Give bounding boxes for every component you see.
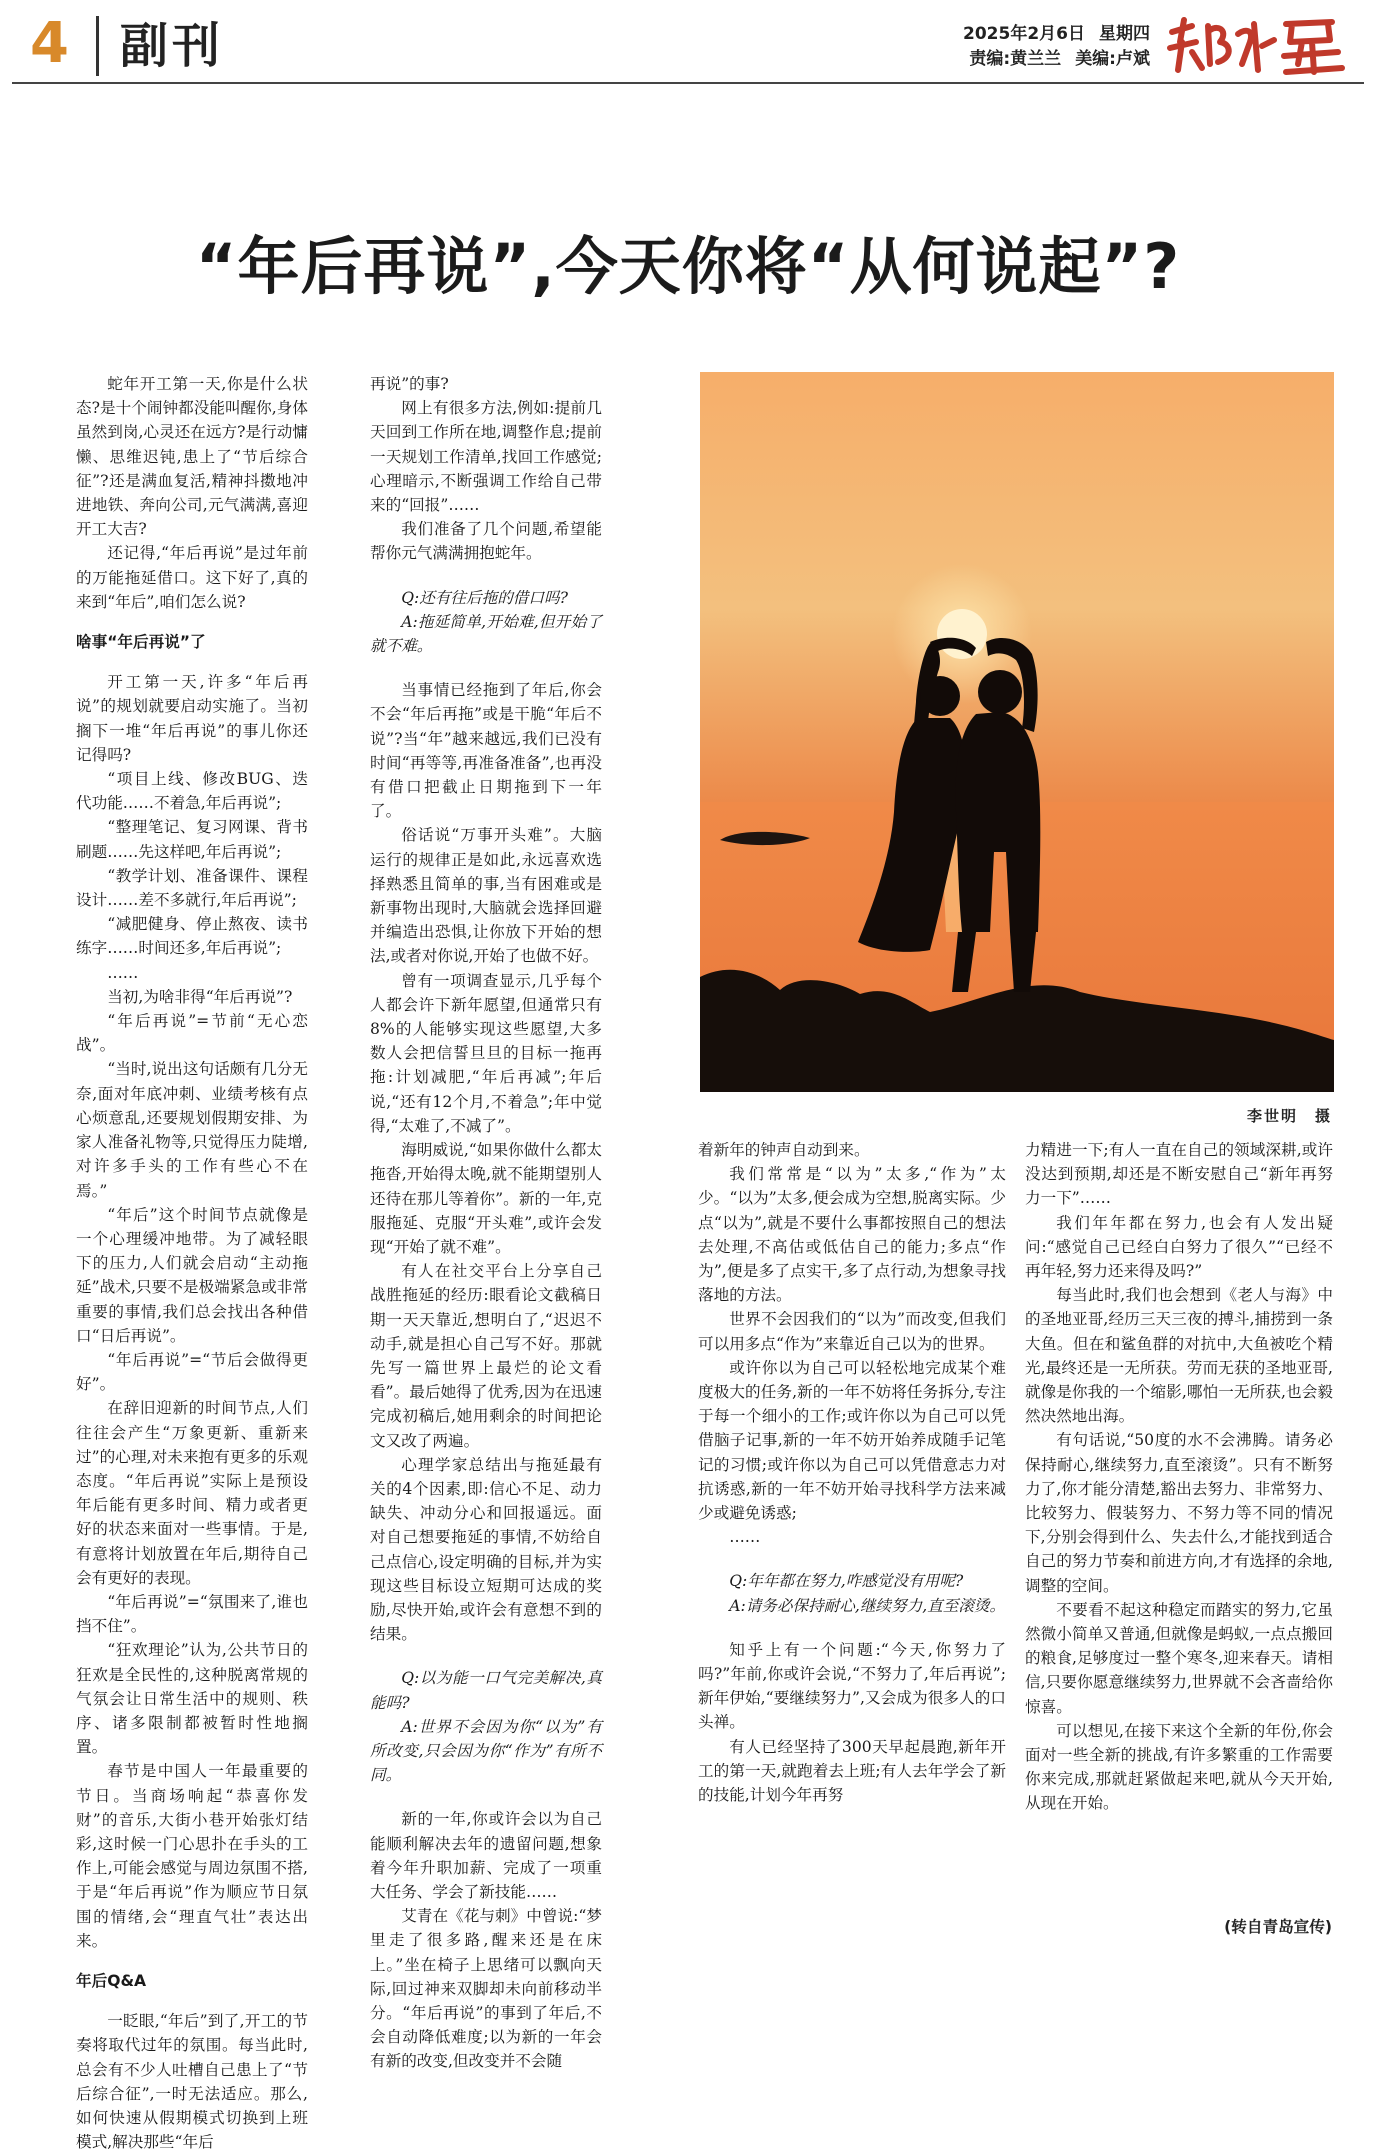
page-number: 4 bbox=[30, 11, 69, 76]
paragraph: …… bbox=[729, 1528, 761, 1547]
paragraph: “当时,说出这句话颇有几分无奈,面对年底冲刺、业绩考核有点心烦意乱,还要规划假期安排、为家人准备礼物等,只觉得压力陡增,对许多手头的工作有些心不在焉。” bbox=[76, 1060, 308, 1200]
header-divider bbox=[96, 16, 99, 76]
article-column-3 bbox=[698, 1138, 1006, 1807]
qa-answer: A:请务必保持耐心,继续努力,直至滚烫。 bbox=[729, 1596, 1006, 1615]
subheading: 年后Q&A bbox=[76, 1972, 147, 1990]
paragraph: 海明威说,“如果你做什么都太拖沓,开始得太晚,就不能期望别人还待在那儿等着你”。新的一年,克服拖延、克服“开头难”,或许会发现“开始了就不难”。 bbox=[370, 1141, 602, 1256]
sun bbox=[937, 609, 987, 659]
paragraph: 新的一年,你或许会以为自己能顺利解决去年的遗留问题,想象着今年升职加薪、完成了一项重大任务、学会了新技能…… bbox=[370, 1810, 602, 1901]
subheading: 啥事“年后再说”了 bbox=[76, 633, 206, 652]
paragraph: 我们常常是“以为”太多,“作为”太少。“以为”太多,便会成为空想,脱离实际。少点“以为”,就是不要什么事都按照自己的想法去处理,不高估或低估自己的能力;多点“作为”,便是多了点实干,多了点行动,为想象寻找落地的方法。 bbox=[698, 1165, 1006, 1305]
paragraph: 世界不会因我们的“以为”而改变,但我们可以用多点“作为”来靠近自己以为的世界。 bbox=[698, 1310, 1006, 1353]
paragraph: “减肥健身、停止熬夜、读书练字……时间还多,年后再说”; bbox=[76, 915, 308, 958]
paragraph: 有人在社交平台上分享自己战胜拖延的经历:眼看论文截稿日期一天天靠近,想明白了,“迟迟不动手,就是担心自己写不好。那就先写一篇世界上最烂的论文看看”。最后她得了优秀,因为在迅速完成初稿后,她用剩余的时间把论文又改了两遍。 bbox=[370, 1262, 602, 1450]
paragraph: 知乎上有一个问题:“今天,你努力了吗?”年前,你或许会说,“不努力了,年后再说”;新年伊始,“要继续努力”,又会成为很多人的口头禅。 bbox=[698, 1640, 1006, 1732]
paragraph: 有人已经坚持了300天早起晨跑,新年开工的第一天,就跑着去上班;有人去年学会了新的技能,计划今年再努 bbox=[698, 1737, 1006, 1805]
paragraph: 开工第一天,许多“年后再说”的规划就要启动实施了。当初搁下一堆“年后再说”的事儿你还记得吗? bbox=[76, 673, 308, 764]
article-column-2 bbox=[370, 372, 602, 2074]
paragraph: 一眨眼,“年后”到了,开工的节奏将取代过年的氛围。每当此时,总会有不少人吐槽自己患上了“节后综合征”,一时无法适应。那么,如何快速从假期模式切换到上班模式,解决那些“年后 bbox=[76, 2012, 308, 2152]
paragraph: 有句话说,“50度的水不会沸腾。请务必保持耐心,继续努力,直至滚烫”。只有不断努力了,你才能分清楚,豁出去努力、非常努力、比较努力、假装努力、不努力等不同的情况下,分别会得到什么、失去什么,才能找到适合自己的努力节奏和前进方向,才有选择的余地,调整的空间。 bbox=[1025, 1431, 1333, 1595]
qa-answer: A:世界不会因为你“以为”有所改变,只会因为你“作为”有所不同。 bbox=[370, 1717, 602, 1785]
paragraph: 曾有一项调查显示,几乎每个人都会许下新年愿望,但通常只有8%的人能够实现这些愿望,大多数人会把信誓旦旦的目标一拖再拖:计划减肥,“年后再减”;年后说,“还有12个月,不着急”;年中觉得,“太难了,不减了”。 bbox=[370, 971, 602, 1135]
source-note: (转自青岛宣传) bbox=[1224, 1918, 1332, 1936]
paragraph: 艾青在《花与刺》中曾说:“梦里走了很多路,醒来还是在床上。”坐在椅子上思绪可以飘向天际,回过神来双脚却未向前移动半分。“年后再说”的事到了年后,不会自动降低难度;以为新的一年会有新的改变,但改变并不会随 bbox=[370, 1907, 602, 2071]
paragraph: 蛇年开工第一天,你是什么状态?是十个闹钟都没能叫醒你,身体虽然到岗,心灵还在远方?是行动慵懒、思维迟钝,患上了“节后综合征”?还是满血复活,精神抖擞地冲进地铁、奔向公司,元气满满,喜迎开工大吉? bbox=[76, 375, 308, 539]
newspaper-logo bbox=[1162, 12, 1352, 80]
qa-question: Q:还有往后拖的借口吗? bbox=[401, 588, 568, 607]
paragraph: “年后再说”=“节后会做得更好”。 bbox=[76, 1350, 308, 1394]
page-header bbox=[16, 8, 1360, 80]
paragraph: “教学计划、准备课件、课程设计……差不多就行,年后再说”; bbox=[76, 866, 308, 910]
paragraph: “年后”这个时间节点就像是一个心理缓冲地带。为了减轻眼下的压力,人们就会启动“主动拖延”战术,只要不是极端紧急或非常重要的事情,我们总会找出各种借口“日后再说”。 bbox=[76, 1205, 308, 1345]
paragraph: “项目上线、修改BUG、迭代功能……不着急,年后再说”; bbox=[76, 770, 308, 813]
paragraph: 俗话说“万事开头难”。大脑运行的规律正是如此,永远喜欢选择熟悉且简单的事,当有困难或是新事物出现时,大脑就会选择回避并编造出恐惧,让你放下开始的想法,或者对你说,开始了也做不好。 bbox=[370, 826, 602, 966]
header-rule bbox=[12, 82, 1364, 84]
editor-credit: 责编:黄兰兰 bbox=[969, 49, 1062, 69]
paragraph: 着新年的钟声自动到来。 bbox=[698, 1141, 870, 1159]
paragraph: “年后再说”=节前“无心恋战”。 bbox=[76, 1012, 308, 1055]
article-column-4 bbox=[1025, 1138, 1333, 1816]
designer-credit: 美编:卢斌 bbox=[1075, 49, 1150, 69]
paragraph: 当事情已经拖到了年后,你会不会“年后再拖”或是干脆“年后不说”?当“年”越来越远,我们已没有时间“再等等,再准备准备”,也再没有借口把截止日期拖到下一年了。 bbox=[370, 681, 602, 821]
paragraph: 再说”的事? bbox=[370, 375, 449, 393]
paragraph: “年后再说”=“氛围来了,谁也挡不住”。 bbox=[76, 1592, 308, 1636]
paragraph: 我们年年都在努力,也会有人发出疑问:“感觉自己已经白白努力了很久”“已经不再年轻,努力还来得及吗?” bbox=[1025, 1213, 1333, 1281]
paragraph: 或许你以为自己可以轻松地完成某个难度极大的任务,新的一年不妨将任务拆分,专注于每一个细小的工作;或许你以为自己可以凭借脑子记事,新的一年不妨开始养成随手记笔记的习惯;或许你以为自己可以凭借意志力对抗诱惑,新的一年不妨开始寻找科学方法来减少或避免诱惑; bbox=[698, 1358, 1006, 1523]
issue-weekday: 星期四 bbox=[1099, 24, 1150, 44]
qa-answer: A:拖延简单,开始难,但开始了就不难。 bbox=[370, 612, 602, 656]
paragraph: 我们准备了几个问题,希望能帮你元气满满拥抱蛇年。 bbox=[370, 520, 602, 563]
article-column-1 bbox=[76, 372, 308, 2154]
paragraph: 心理学家总结出与拖延最有关的4个因素,即:信心不足、动力缺失、冲动分心和回报遥远。面对自己想要拖延的事情,不妨给自己点信心,设定明确的目标,并为实现这些目标设立短期可达成的奖励,尽快开始,或许会有意想不到的结果。 bbox=[370, 1455, 602, 1644]
issue-date: 2025年2月6日 bbox=[963, 24, 1085, 44]
paragraph: “狂欢理论”认为,公共节日的狂欢是全民性的,这种脱离常规的气氛会让日常生活中的规则、秩序、诸多限制都被暂时性地搁置。 bbox=[76, 1641, 308, 1757]
paragraph: 网上有很多方法,例如:提前几天回到工作所在地,调整作息;提前一天规划工作清单,找回工作感觉;心理暗示,不断强调工作给自己带来的“回报”…… bbox=[370, 399, 602, 515]
issue-meta bbox=[949, 22, 1150, 72]
qa-question: Q:年年都在努力,咋感觉没有用呢? bbox=[729, 1572, 964, 1591]
paragraph: “整理笔记、复习网课、背书刷题……先这样吧,年后再说”; bbox=[76, 818, 308, 861]
paragraph: 可以想见,在接下来这个全新的年份,你会面对一些全新的挑战,有许多繁重的工作需要你来完成,那就赶紧做起来吧,就从今天开始,从现在开始。 bbox=[1025, 1721, 1333, 1813]
paragraph: 力精进一下;有人一直在自己的领域深耕,或许没达到预期,却还是不断安慰自己“新年再努力一下”…… bbox=[1025, 1141, 1333, 1208]
paragraph: 春节是中国人一年最重要的节日。当商场响起“恭喜你发财”的音乐,大街小巷开始张灯结彩,这时候一门心思扑在手头的工作上,可能会感觉与周边氛围不搭,于是“年后再说”作为顺应节日氛围的情绪,会“理直气壮”表达出来。 bbox=[76, 1762, 308, 1950]
paragraph: 还记得,“年后再说”是过年前的万能拖延借口。这下好了,真的来到“年后”,咱们怎么说? bbox=[76, 544, 308, 611]
paragraph: 每当此时,我们也会想到《老人与海》中的圣地亚哥,经历三天三夜的搏斗,捕捞到一条大鱼。但在和鲨鱼群的对抗中,大鱼被吃个精光,最终还是一无所获。劳而无获的圣地亚哥,就像是你我的一个缩影,哪怕一无所获,也会毅然决然地出海。 bbox=[1025, 1286, 1333, 1426]
photo-credit: 李世明 摄 bbox=[1246, 1107, 1332, 1125]
sunset-photo-illustration bbox=[700, 372, 1334, 1092]
qa-question: Q:以为能一口气完美解决,真能吗? bbox=[370, 1669, 602, 1712]
paragraph: 在辞旧迎新的时间节点,人们往往会产生“万象更新、重新来过”的心理,对未来抱有更多的乐观态度。“年后再说”实际上是预设年后能有更多时间、精力或者更好的状态来面对一些事情。于是,有意将计划放置在年后,期待自己会有更好的表现。 bbox=[76, 1399, 308, 1587]
paragraph: 当初,为啥非得“年后再说”? bbox=[107, 987, 293, 1006]
section-title: 副刊 bbox=[120, 18, 225, 74]
paragraph: 不要看不起这种稳定而踏实的努力,它虽然微小简单又普通,但就像是蚂蚁,一点点搬回的粮食,足够度过一整个寒冬,迎来春天。请相信,只要你愿意继续努力,世界就不会吝啬给你惊喜。 bbox=[1025, 1600, 1333, 1716]
paragraph: …… bbox=[107, 963, 139, 982]
headline: “年后再说”,今天你将“从何说起”? bbox=[195, 229, 1181, 303]
sunset-photo bbox=[700, 372, 1334, 1092]
